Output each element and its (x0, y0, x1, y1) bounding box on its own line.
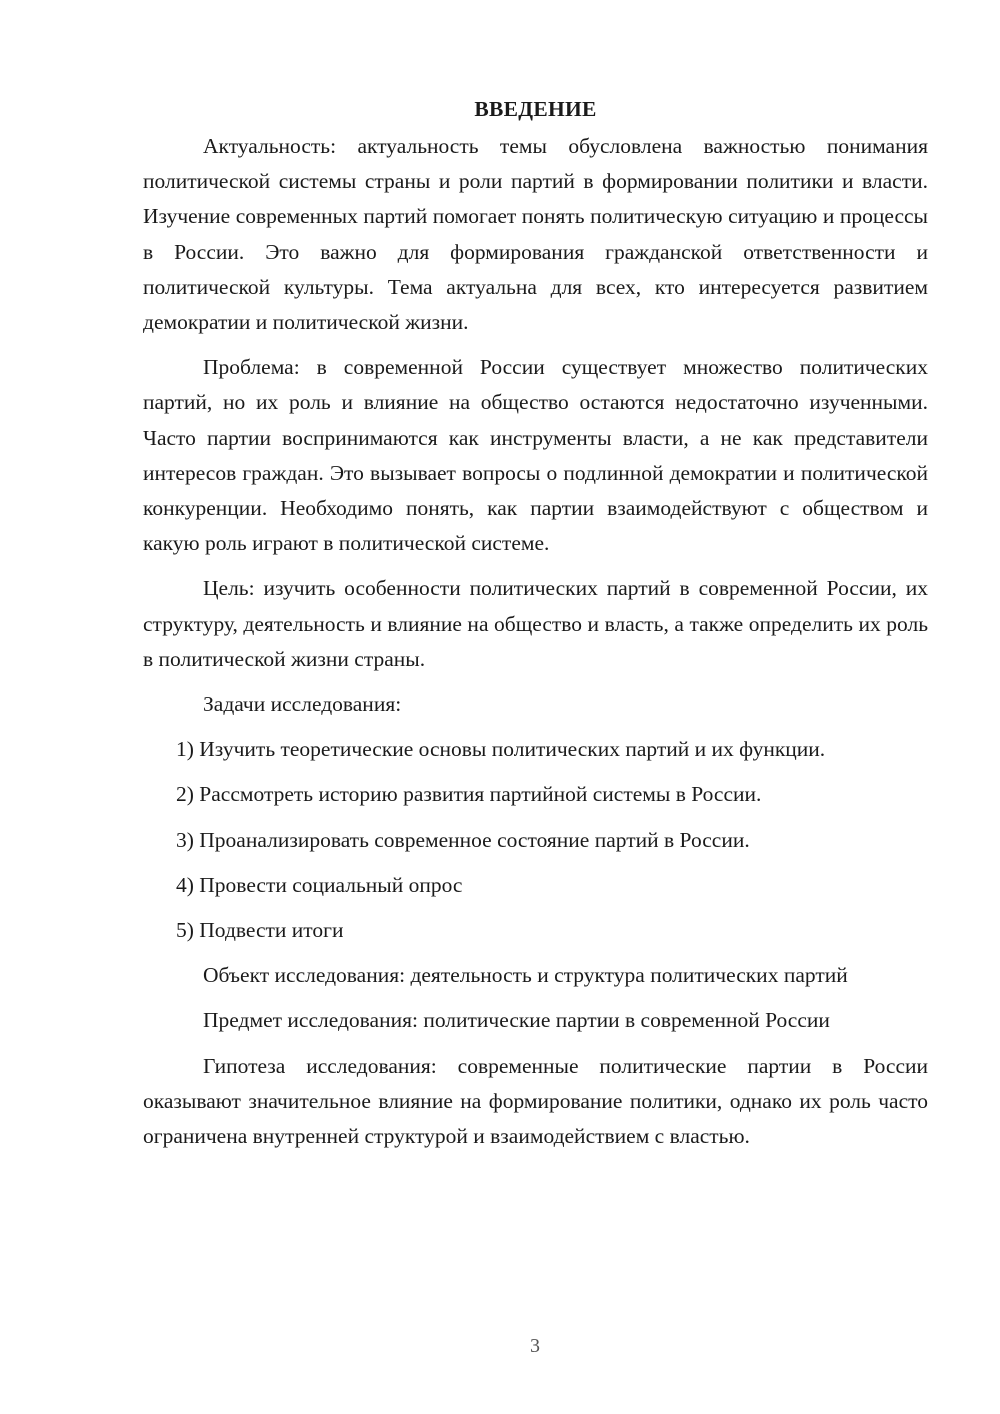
goal-paragraph: Цель: изучить особенности политических партий в современной России, их структуру, деятельность и влияние на общество и власть, а также определить их роль в политической жизни страны. (143, 576, 928, 671)
tasks-list (143, 732, 928, 948)
task-item: 5) Подвести итоги (176, 918, 344, 943)
task-item: 1) Изучить теоретические основы политических партий и их функции. (176, 737, 826, 762)
tasks-title: Задачи исследования: (203, 692, 402, 717)
task-item: 2) Рассмотреть историю развития партийной системы в России. (176, 782, 762, 807)
relevance-paragraph: Актуальность: актуальность темы обусловлена важностью понимания политической системы страны и роли партий в формировании политики и власти. Изучение современных партий помогает понять политическую ситуацию и процессы в России. Это важно для формирования гражданской ответственности и политической культуры. Тема актуальна для всех, кто интересуется развитием демократии и политической жизни. (143, 134, 928, 335)
hypothesis-paragraph: Гипотеза исследования: современные политические партии в России оказывают значительное влияние на формирование политики, однако их роль часто ограничена внутренней структурой и взаимодействием с властью. (143, 1053, 928, 1149)
section-heading: ВВЕДЕНИЕ (474, 97, 597, 121)
task-item: 3) Проанализировать современное состояние партий в России. (176, 827, 750, 852)
page-number: 3 (530, 1335, 540, 1357)
problem-paragraph: Проблема: в современной России существует множество политических партий, но их роль и влияние на общество остаются недостаточно изученными. Часто партии воспринимаются как инструменты власти, а не как представители интересов граждан. Это вызывает вопросы о подлинной демократии и политической конкуренции. Необходимо понять, как партии взаимодействуют с обществом и какую роль играют в политической системе. (143, 355, 928, 556)
object-paragraph: Объект исследования: деятельность и структура политических партий (203, 963, 848, 988)
subject-paragraph: Предмет исследования: политические партии в современной России (203, 1008, 830, 1033)
task-item: 4) Провести социальный опрос (176, 872, 463, 897)
page-content (143, 92, 928, 1164)
